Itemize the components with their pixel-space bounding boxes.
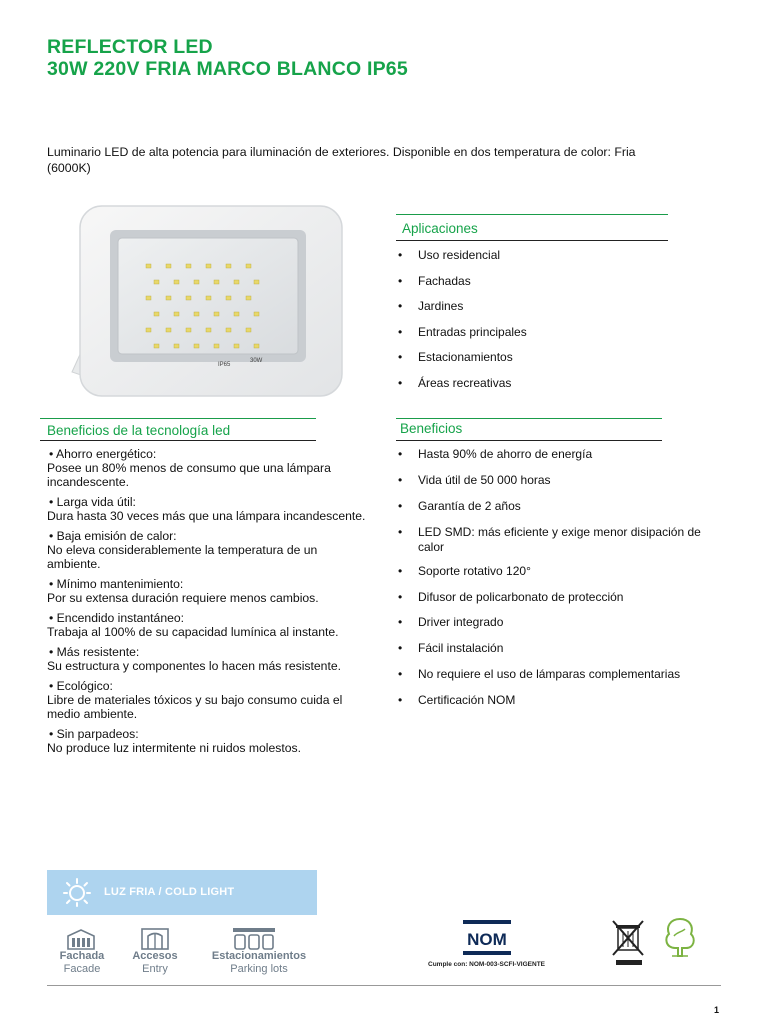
beneficio-led-text: Por su extensa duración requiere menos cambios. bbox=[47, 591, 319, 605]
aplicaciones-item: • Entradas principales bbox=[396, 325, 668, 340]
entry-label-en: Entry bbox=[142, 963, 168, 975]
parking-label-es: Estacionamientos bbox=[211, 950, 307, 962]
led-chip bbox=[254, 280, 259, 284]
led-chip bbox=[174, 344, 179, 348]
page-title bbox=[47, 36, 408, 80]
beneficio-led-text: No eleva considerablemente la temperatura de un ambiente. bbox=[47, 543, 318, 571]
beneficio-led-item bbox=[47, 645, 367, 673]
beneficios-item: • LED SMD: más eficiente y exige menor disipación de calor bbox=[396, 525, 716, 555]
led-chip bbox=[186, 328, 191, 332]
intro-paragraph: Luminario LED de alta potencia para iluminación de exteriores. Disponible en dos temperatura de color: Fria (6000K) bbox=[47, 145, 636, 175]
beneficio-led-text: Trabaja al 100% de su capacidad lumínica al instante. bbox=[47, 625, 339, 639]
beneficio-led-text: No produce luz intermitente ni ruidos molestos. bbox=[47, 741, 302, 755]
nom-logo-text: NOM bbox=[467, 930, 507, 949]
footer-rule bbox=[47, 985, 721, 986]
beneficios-bottom-rule bbox=[396, 440, 662, 441]
beneficios-led-top-rule bbox=[40, 418, 316, 419]
beneficios-item: • Soporte rotativo 120° bbox=[396, 564, 716, 579]
led-chip bbox=[154, 344, 159, 348]
led-chip bbox=[146, 296, 151, 300]
beneficio-led-heading: • Ahorro energético: bbox=[47, 447, 367, 461]
aplicaciones-item: • Fachadas bbox=[396, 274, 668, 289]
aplicaciones-bottom-rule bbox=[396, 240, 668, 241]
title-line-1: REFLECTOR LED bbox=[47, 36, 213, 58]
led-chip bbox=[194, 312, 199, 316]
aplicaciones-top-rule bbox=[396, 214, 668, 215]
beneficio-led-item bbox=[47, 529, 367, 571]
beneficio-led-heading: • Larga vida útil: bbox=[47, 495, 367, 509]
beneficios-item: • Driver integrado bbox=[396, 615, 716, 630]
led-chip bbox=[234, 344, 239, 348]
led-chip bbox=[206, 328, 211, 332]
sun-icon bbox=[62, 877, 92, 912]
led-chip bbox=[246, 328, 251, 332]
weee-bin-icon bbox=[612, 918, 646, 971]
product-label-watt: 30W bbox=[250, 358, 263, 364]
led-chip bbox=[186, 296, 191, 300]
beneficio-led-item bbox=[47, 447, 367, 489]
beneficio-led-text: Libre de materiales tóxicos y su bajo consumo cuida el medio ambiente. bbox=[47, 693, 343, 721]
led-chip bbox=[174, 280, 179, 284]
beneficios-top-rule bbox=[396, 418, 662, 419]
led-chip bbox=[206, 296, 211, 300]
led-chip bbox=[194, 280, 199, 284]
aplicaciones-list bbox=[396, 248, 668, 401]
led-chip bbox=[226, 328, 231, 332]
led-chip bbox=[214, 280, 219, 284]
beneficio-led-heading: • Mínimo mantenimiento: bbox=[47, 577, 367, 591]
beneficio-led-heading: • Baja emisión de calor: bbox=[47, 529, 367, 543]
beneficio-led-text: Dura hasta 30 veces más que una lámpara incandescente. bbox=[47, 509, 366, 523]
beneficio-led-text: Posee un 80% menos de consumo que una lámpara incandescente. bbox=[47, 461, 331, 489]
led-chip bbox=[254, 312, 259, 316]
beneficios-item: • Fácil instalación bbox=[396, 641, 716, 656]
led-chip bbox=[234, 280, 239, 284]
aplicaciones-item: • Uso residencial bbox=[396, 248, 668, 263]
beneficios-led-heading: Beneficios de la tecnología led bbox=[47, 423, 231, 438]
beneficios-item: • Difusor de policarbonato de protección bbox=[396, 590, 716, 605]
beneficio-led-item bbox=[47, 577, 367, 605]
led-chip bbox=[154, 312, 159, 316]
led-chip bbox=[214, 312, 219, 316]
aplicaciones-item: • Jardines bbox=[396, 299, 668, 314]
led-chip bbox=[194, 344, 199, 348]
aplicaciones-item: • Áreas recreativas bbox=[396, 376, 668, 391]
led-chip bbox=[246, 264, 251, 268]
cold-light-label: LUZ FRIA / COLD LIGHT bbox=[104, 886, 235, 898]
beneficio-led-heading: • Más resistente: bbox=[47, 645, 367, 659]
led-chip bbox=[166, 264, 171, 268]
beneficios-item: • No requiere el uso de lámparas complementarias bbox=[396, 667, 716, 682]
facade-label-es: Fachada bbox=[59, 950, 105, 962]
led-chip bbox=[214, 344, 219, 348]
beneficios-item: • Garantía de 2 años bbox=[396, 499, 716, 514]
beneficio-led-item bbox=[47, 679, 367, 721]
led-chip bbox=[166, 296, 171, 300]
beneficio-led-item bbox=[47, 611, 367, 639]
beneficios-item: • Certificación NOM bbox=[396, 693, 716, 708]
parking-label bbox=[200, 950, 318, 976]
beneficios-led-list bbox=[47, 447, 367, 761]
aplicaciones-heading: Aplicaciones bbox=[402, 221, 478, 236]
nom-logo bbox=[463, 920, 511, 956]
beneficios-list bbox=[396, 447, 716, 708]
product-image bbox=[70, 200, 380, 410]
led-chip bbox=[186, 264, 191, 268]
led-chip bbox=[226, 296, 231, 300]
beneficios-item: • Vida útil de 50 000 horas bbox=[396, 473, 716, 488]
led-chip bbox=[234, 312, 239, 316]
aplicaciones-item: • Estacionamientos bbox=[396, 350, 668, 365]
beneficios-heading: Beneficios bbox=[400, 421, 463, 436]
beneficio-led-heading: • Ecológico: bbox=[47, 679, 367, 693]
beneficio-led-text: Su estructura y componentes lo hacen más resistente. bbox=[47, 659, 342, 673]
led-chip bbox=[246, 296, 251, 300]
beneficios-item: • Hasta 90% de ahorro de energía bbox=[396, 447, 716, 462]
led-chip bbox=[226, 264, 231, 268]
beneficios-led-bottom-rule bbox=[40, 440, 316, 441]
led-chip bbox=[174, 312, 179, 316]
led-chip bbox=[254, 344, 259, 348]
product-label-ip: IP65 bbox=[218, 362, 231, 368]
entry-label bbox=[118, 950, 192, 976]
beneficio-led-item bbox=[47, 727, 367, 755]
facade-label bbox=[47, 950, 117, 976]
led-chip bbox=[206, 264, 211, 268]
facade-label-en: Facade bbox=[63, 963, 101, 975]
beneficio-led-item bbox=[47, 495, 367, 523]
parking-label-en: Parking lots bbox=[230, 963, 288, 975]
led-chip bbox=[166, 328, 171, 332]
nom-caption: Cumple con: NOM-003-SCFI-VIGENTE bbox=[428, 961, 546, 968]
entry-label-es: Accesos bbox=[132, 950, 178, 962]
beneficio-led-heading: • Sin parpadeos: bbox=[47, 727, 367, 741]
led-chip bbox=[146, 328, 151, 332]
led-chip bbox=[146, 264, 151, 268]
beneficio-led-heading: • Encendido instantáneo: bbox=[47, 611, 367, 625]
led-chip bbox=[154, 280, 159, 284]
page-number: 1 bbox=[714, 1005, 720, 1015]
title-line-2: 30W 220V FRIA MARCO BLANCO IP65 bbox=[47, 58, 408, 80]
eco-tree-icon bbox=[662, 916, 698, 965]
